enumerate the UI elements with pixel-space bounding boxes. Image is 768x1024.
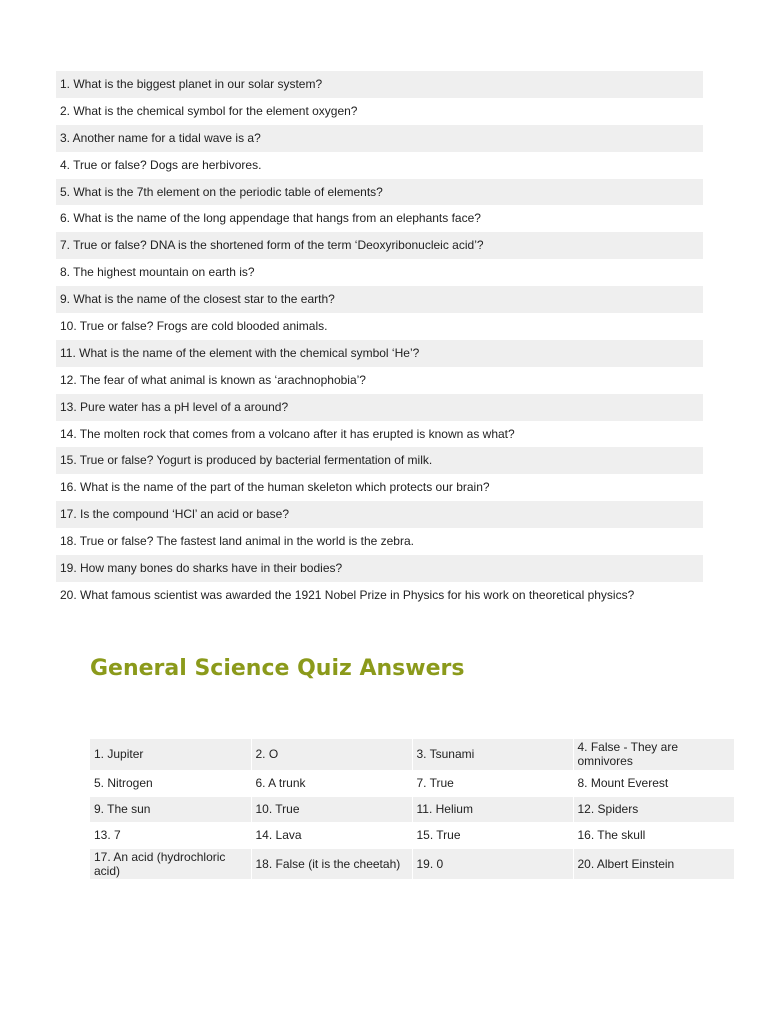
answer-cell: 12. Spiders bbox=[573, 796, 734, 822]
question-item: 20. What famous scientist was awarded the 1921 Nobel Prize in Physics for his work on theoretical physics? bbox=[60, 587, 635, 602]
question-item: 12. The fear of what animal is known as ‘arachnophobia’? bbox=[60, 372, 366, 387]
question-item: 16. What is the name of the part of the human skeleton which protects our brain? bbox=[60, 480, 490, 495]
answer-cell: 6. A trunk bbox=[251, 770, 412, 796]
question-item: 11. What is the name of the element with the chemical symbol ‘He’? bbox=[56, 340, 703, 367]
answer-cell: 4. False - They are omnivores bbox=[573, 739, 734, 770]
answer-cell: 11. Helium bbox=[412, 796, 573, 822]
question-item: 8. The highest mountain on earth is? bbox=[60, 265, 255, 280]
question-item: 7. True or false? DNA is the shortened form of the term ‘Deoxyribonucleic acid’? bbox=[56, 232, 703, 259]
answer-cell: 16. The skull bbox=[573, 822, 734, 848]
question-item: 9. What is the name of the closest star to the earth? bbox=[56, 286, 703, 313]
answer-cell: 9. The sun bbox=[90, 796, 251, 822]
answer-cell: 20. Albert Einstein bbox=[573, 848, 734, 879]
answers-row bbox=[90, 739, 734, 770]
question-item: 5. What is the 7th element on the periodic table of elements? bbox=[56, 179, 703, 206]
answers-row bbox=[90, 848, 734, 879]
question-item: 17. Is the compound ‘HCl’ an acid or base? bbox=[56, 501, 703, 528]
answer-cell: 10. True bbox=[251, 796, 412, 822]
question-item: 4. True or false? Dogs are herbivores. bbox=[60, 157, 262, 172]
answer-cell: 3. Tsunami bbox=[412, 739, 573, 770]
question-item: 19. How many bones do sharks have in their bodies? bbox=[56, 555, 703, 582]
question-item: 1. What is the biggest planet in our solar system? bbox=[56, 71, 703, 98]
answer-cell: 1. Jupiter bbox=[90, 739, 251, 770]
answer-cell: 14. Lava bbox=[251, 822, 412, 848]
answer-cell: 17. An acid (hydrochloric acid) bbox=[90, 848, 251, 879]
questions-list bbox=[56, 71, 703, 609]
answers-row bbox=[90, 822, 734, 848]
answers-heading: General Science Quiz Answers bbox=[90, 656, 465, 681]
answers-row bbox=[90, 770, 734, 796]
answers-table bbox=[90, 739, 735, 880]
answer-cell: 5. Nitrogen bbox=[90, 770, 251, 796]
question-item: 10. True or false? Frogs are cold blooded animals. bbox=[60, 319, 328, 334]
question-item: 15. True or false? Yogurt is produced by bacterial fermentation of milk. bbox=[56, 447, 703, 474]
answer-cell: 13. 7 bbox=[90, 822, 251, 848]
answer-cell: 18. False (it is the cheetah) bbox=[251, 848, 412, 879]
question-item: 6. What is the name of the long appendage that hangs from an elephants face? bbox=[60, 211, 481, 226]
question-item: 13. Pure water has a pH level of a around? bbox=[56, 394, 703, 421]
question-item: 3. Another name for a tidal wave is a? bbox=[56, 125, 703, 152]
question-item: 14. The molten rock that comes from a volcano after it has erupted is known as what? bbox=[60, 426, 515, 441]
answer-cell: 8. Mount Everest bbox=[573, 770, 734, 796]
question-item: 2. What is the chemical symbol for the element oxygen? bbox=[60, 103, 358, 118]
answers-row bbox=[90, 796, 734, 822]
answer-cell: 15. True bbox=[412, 822, 573, 848]
answer-cell: 19. 0 bbox=[412, 848, 573, 879]
answer-cell: 7. True bbox=[412, 770, 573, 796]
answer-cell: 2. O bbox=[251, 739, 412, 770]
question-item: 18. True or false? The fastest land animal in the world is the zebra. bbox=[60, 534, 414, 549]
